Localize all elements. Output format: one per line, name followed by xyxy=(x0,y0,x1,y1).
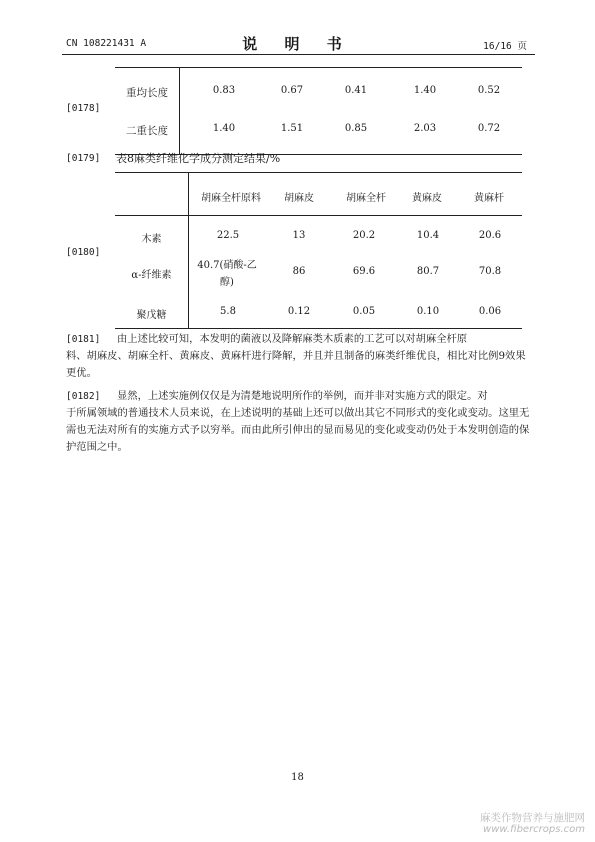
paragraph-body: 料、胡麻皮、胡麻全杆、黄麻皮、黄麻杆进行降解，并且并且制备的麻类纤维优良，相比对比例9效果更优。 xyxy=(66,350,526,379)
column-header: 胡麻皮 xyxy=(284,193,314,204)
table-cell: 86 xyxy=(292,266,306,277)
table-cell: 0.72 xyxy=(477,123,501,134)
table-cell: 2.03 xyxy=(413,123,437,134)
table-cell: 1.51 xyxy=(280,123,304,134)
table-cell: 0.05 xyxy=(352,306,376,317)
table-cell: 22.5 xyxy=(216,230,240,241)
table-cell: 0.67 xyxy=(280,85,304,96)
paragraph-first-line: 由上述比较可知，本发明的菌液以及降解麻类木质素的工艺可以对胡麻全杆原 xyxy=(117,333,468,345)
page-number: 18 xyxy=(291,772,304,783)
header-divider xyxy=(62,54,535,55)
table-cell: 69.6 xyxy=(352,266,376,277)
table-cell: 1.40 xyxy=(413,85,437,96)
row-label: 二重长度 xyxy=(126,125,168,137)
table-cell: 0.41 xyxy=(344,85,368,96)
document-number: CN 108221431 A xyxy=(66,38,147,49)
table-cell: 80.7 xyxy=(416,266,440,277)
table-divider xyxy=(115,215,522,216)
paragraph-first-line: 显然，上述实施例仅仅是为清楚地说明所作的举例，而并非对实施方式的限定。对 xyxy=(117,390,488,402)
table-cell: 1.40 xyxy=(212,123,236,134)
column-header: 胡麻全杆原料 xyxy=(201,193,261,204)
fiber-length-table xyxy=(115,67,522,155)
column-header: 黄麻皮 xyxy=(412,193,442,204)
column-header: 胡麻全杆 xyxy=(346,193,386,204)
table-cell: 40.7(硝酸-乙醇) xyxy=(197,260,257,288)
table-divider xyxy=(188,173,189,328)
row-label: 重均长度 xyxy=(126,87,168,99)
chemical-composition-table xyxy=(115,172,522,329)
column-header: 黄麻杆 xyxy=(474,193,504,204)
paragraph-number: [0181] xyxy=(66,334,101,345)
row-label: 聚戊糖 xyxy=(136,310,167,321)
table-cell: 20.6 xyxy=(478,230,502,241)
table-cell: 0.85 xyxy=(344,123,368,134)
table-cell: 0.12 xyxy=(287,306,311,317)
paragraph-number: [0180] xyxy=(66,247,101,258)
paragraph-number: [0179] xyxy=(66,153,101,164)
paragraph-number: [0182] xyxy=(66,391,101,402)
table-cell: 13 xyxy=(292,230,306,241)
table-cell: 0.52 xyxy=(477,85,501,96)
page-indicator: 16/16 页 xyxy=(483,41,527,52)
table-cell: 0.10 xyxy=(416,306,440,317)
table-cell: 10.4 xyxy=(416,230,440,241)
table-cell: 20.2 xyxy=(352,230,376,241)
table-cell: 5.8 xyxy=(220,306,236,317)
row-label: α-纤维素 xyxy=(131,270,172,281)
paragraph-body: 于所属领域的普通技术人员来说，在上述说明的基础上还可以做出其它不同形式的变化或变动。这里无需也无法对所有的实施方式予以穷举。而由此所引伸出的显而易见的变化或变动仍处于本发明创造的保护范围之中。 xyxy=(66,407,530,453)
watermark-text: 麻类作物营养与施肥网 xyxy=(480,812,585,824)
paragraph-number: [0178] xyxy=(66,103,101,114)
watermark-url: www.fibercrops.com xyxy=(483,824,585,835)
table-caption: 表8麻类纤维化学成分测定结果/% xyxy=(116,152,281,165)
table-cell: 70.8 xyxy=(478,266,502,277)
table-divider xyxy=(179,68,180,154)
page-title: 说 明 书 xyxy=(242,35,353,53)
row-label: 木素 xyxy=(141,234,162,245)
table-cell: 0.83 xyxy=(212,85,236,96)
table-cell: 0.06 xyxy=(478,306,502,317)
